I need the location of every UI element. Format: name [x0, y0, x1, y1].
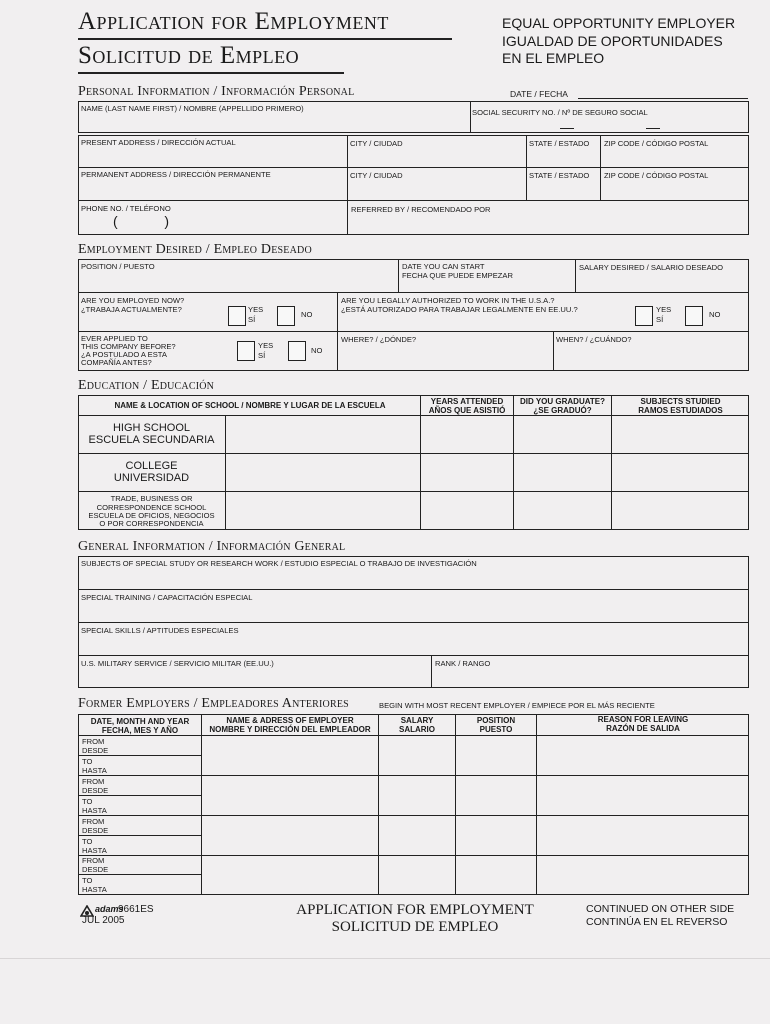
- applied-label-2: THIS COMPANY BEFORE?: [81, 342, 176, 351]
- applied-yes-label: YES: [258, 341, 274, 350]
- fe-r4-from-1: FROM: [82, 856, 105, 865]
- military-label: U.S. MILITARY SERVICE / SERVICIO MILITAR (EE.UU.): [81, 659, 274, 668]
- ssn-label: SOCIAL SECURITY NO. / Nº DE SEGURO SOCIAL: [472, 108, 648, 117]
- form-title-es: Solicitud de Empleo: [78, 42, 300, 69]
- start-date-label-1: DATE YOU CAN START: [402, 262, 485, 271]
- ssn-field[interactable]: [470, 101, 749, 133]
- present-zip-label: ZIP CODE / CÓDIGO POSTAL: [604, 139, 709, 148]
- ssn-dash-2: [646, 128, 660, 129]
- edu-row-rule-1: [78, 453, 749, 454]
- fe-vline-1: [201, 714, 202, 895]
- edu-vline-1: [420, 395, 421, 530]
- referred-label: REFERRED BY / RECOMENDADO POR: [351, 205, 491, 214]
- date-line[interactable]: [578, 98, 748, 99]
- eeo-line-1: EQUAL OPPORTUNITY EMPLOYER: [502, 15, 736, 31]
- edu-col-years-2: AÑOS QUE ASISTIÓ: [428, 406, 506, 415]
- footer-brand: adams: [95, 904, 124, 914]
- edu-col-years-1: YEARS ATTENDED: [430, 397, 504, 406]
- footer-continued-en: CONTINUED ON OTHER SIDE: [586, 903, 735, 915]
- rank-label: RANK / RANGO: [435, 659, 491, 668]
- former-employers-table: [78, 714, 749, 895]
- special-study-label: SUBJECTS OF SPECIAL STUDY OR RESEARCH WORK / ESTUDIO ESPECIAL O TRABAJO DE INVESTIGACIÓN: [81, 559, 477, 568]
- fe-col-salary-1: SALARY: [400, 716, 434, 725]
- present-address-label: PRESENT ADDRESS / DIRECCIÓN ACTUAL: [81, 138, 236, 147]
- ssn-dash-1: [560, 128, 574, 129]
- fe-col-position-1: POSITION: [476, 716, 516, 725]
- fe-r3-from-2: DESDE: [82, 826, 109, 835]
- fe-col-position-2: PUESTO: [479, 725, 513, 734]
- fe-vline-2: [378, 714, 379, 895]
- fe-r3-to-2: HASTA: [82, 846, 107, 855]
- fe-col-reason-2: RAZÓN DE SALIDA: [606, 724, 680, 733]
- permanent-address-label: PERMANENT ADDRESS / DIRECCIÓN PERMANENTE: [81, 170, 271, 179]
- employed-no-checkbox[interactable]: [277, 306, 295, 326]
- phone-label: PHONE NO. / TELÉFONO: [81, 204, 171, 213]
- fe-header-rule: [78, 735, 749, 736]
- edu-trade-label-3: ESCUELA DE OFICIOS, NEGOCIOS: [88, 511, 215, 520]
- edu-hs-label-2: ESCUELA SECUNDARIA: [88, 434, 215, 446]
- edu-header-rule: [78, 415, 749, 416]
- fe-r4-to-1: TO: [82, 876, 93, 885]
- former-note: BEGIN WITH MOST RECENT EMPLOYER / EMPIECE POR EL MÁS RECIENTE: [379, 701, 655, 710]
- eeo-line-3: EN EL EMPLEO: [502, 50, 605, 66]
- fe-row-rule-1: [78, 775, 749, 776]
- applied-no-label: NO: [311, 346, 323, 355]
- form-title-en: Application for Employment: [78, 8, 389, 35]
- present-city-label: CITY / CIUDAD: [350, 139, 403, 148]
- start-date-label-2: FECHA QUE PUEDE EMPEZAR: [402, 271, 513, 280]
- employed-now-label-2: ¿TRABAJA ACTUALMENTE?: [81, 305, 182, 314]
- edu-col-subjects-2: RAMOS ESTUDIADOS: [638, 406, 723, 415]
- edu-vline-2: [513, 395, 514, 530]
- edu-trade-label-1: TRADE, BUSINESS OR: [110, 494, 193, 503]
- fe-col-name-2: NOMBRE Y DIRECCIÓN DEL EMPLEADOR: [209, 725, 371, 734]
- authorized-label-2: ¿ESTÁ AUTORIZADO PARA TRABAJAR LEGALMENTE EN EE.UU.?: [341, 305, 578, 314]
- former-heading: Former Employers / Empleadores Anteriores: [78, 696, 349, 711]
- name-label: NAME (LAST NAME FIRST) / NOMBRE (APPELLIDO PRIMERO): [81, 104, 304, 113]
- employed-si-label: SÍ: [248, 315, 256, 324]
- special-skills-label: SPECIAL SKILLS / APTITUDES ESPECIALES: [81, 626, 239, 635]
- fe-r4-to-2: HASTA: [82, 885, 107, 894]
- employed-yes-label: YES: [248, 305, 264, 314]
- title-rule: [78, 38, 452, 40]
- permanent-state-label: STATE / ESTADO: [529, 171, 590, 180]
- authorized-yes-label: YES: [656, 305, 672, 314]
- fe-r3-to-1: TO: [82, 837, 93, 846]
- fe-col-name-1: NAME & ADRESS OF EMPLOYER: [226, 716, 354, 725]
- when-label: WHEN? / ¿CUÁNDO?: [556, 335, 632, 344]
- page-bottom-fold: [0, 958, 770, 959]
- employed-now-label-1: ARE YOU EMPLOYED NOW?: [81, 296, 185, 305]
- fe-vline-3: [455, 714, 456, 895]
- where-label: WHERE? / ¿DÓNDE?: [341, 335, 417, 344]
- footer-title-en: APPLICATION FOR EMPLOYMENT: [296, 902, 534, 918]
- employment-heading: Employment Desired / Empleo Deseado: [78, 242, 312, 257]
- edu-col-grad-1: DID YOU GRADUATE?: [519, 397, 606, 406]
- authorized-si-label: SÍ: [656, 315, 664, 324]
- footer-continued-es: CONTINÚA EN EL REVERSO: [586, 916, 728, 928]
- employed-no-label: NO: [301, 310, 313, 319]
- fe-r1-from-2: DESDE: [82, 746, 109, 755]
- applied-no-checkbox[interactable]: [288, 341, 306, 361]
- footer-title-es: SOLICITUD DE EMPLEO: [331, 919, 499, 935]
- edu-vline-school: [225, 416, 226, 530]
- edu-trade-label-2: CORRESPONDENCE SCHOOL: [96, 503, 207, 512]
- position-label: POSITION / PUESTO: [81, 262, 155, 271]
- eeo-line-2: IGUALDAD DE OPORTUNIDADES: [502, 33, 723, 49]
- fe-r3-from-1: FROM: [82, 817, 105, 826]
- footer-date: JUL 2005: [82, 915, 125, 926]
- permanent-zip-label: ZIP CODE / CÓDIGO POSTAL: [604, 171, 709, 180]
- fe-r2-to-1: TO: [82, 797, 93, 806]
- edu-college-label-1: COLLEGE: [125, 460, 178, 472]
- permanent-city-label: CITY / CIUDAD: [350, 171, 403, 180]
- present-state-label: STATE / ESTADO: [529, 139, 590, 148]
- fe-vline-4: [536, 714, 537, 895]
- edu-college-label-2: UNIVERSIDAD: [113, 472, 190, 484]
- fe-row-rule-2: [78, 815, 749, 816]
- authorized-yes-checkbox[interactable]: [635, 306, 653, 326]
- fe-r2-from-2: DESDE: [82, 786, 109, 795]
- authorized-no-checkbox[interactable]: [685, 306, 703, 326]
- fe-col-date-2: FECHA, MES Y AÑO: [101, 726, 179, 735]
- phone-area-code: ( ): [113, 213, 169, 229]
- authorized-no-label: NO: [709, 310, 721, 319]
- fe-col-date-1: DATE, MONTH AND YEAR: [90, 717, 190, 726]
- fe-r1-to-1: TO: [82, 757, 93, 766]
- general-heading: General Information / Información General: [78, 539, 346, 554]
- edu-row-rule-2: [78, 491, 749, 492]
- applied-si-label: SÍ: [258, 351, 266, 360]
- footer-form-no: 9661ES: [118, 904, 154, 915]
- authorized-label-1: ARE YOU LEGALLY AUTHORIZED TO WORK IN THE U.S.A.?: [341, 296, 555, 305]
- edu-col-grad-2: ¿SE GRADUÓ?: [533, 406, 592, 415]
- applied-label-3: ¿A POSTULADO A ESTA: [81, 350, 167, 359]
- salary-desired-label: SALARY DESIRED / SALARIO DESEADO: [579, 263, 724, 272]
- edu-hs-label-1: HIGH SCHOOL: [112, 422, 190, 434]
- fe-r1-to-2: HASTA: [82, 766, 107, 775]
- employed-yes-checkbox[interactable]: [228, 306, 246, 326]
- fe-r2-from-1: FROM: [82, 777, 105, 786]
- education-heading: Education / Educación: [78, 378, 215, 393]
- edu-vline-3: [611, 395, 612, 530]
- fe-col-reason-1: REASON FOR LEAVING: [597, 715, 689, 724]
- title-rule-2: [78, 72, 344, 74]
- edu-trade-label-4: O POR CORRESPONDENCIA: [99, 519, 204, 528]
- applied-yes-checkbox[interactable]: [237, 341, 255, 361]
- fe-r2-to-2: HASTA: [82, 806, 107, 815]
- fe-r4-from-2: DESDE: [82, 865, 109, 874]
- date-label: DATE / FECHA: [510, 89, 568, 99]
- applied-label-1: EVER APPLIED TO: [81, 334, 148, 343]
- edu-col-subjects-1: SUBJECTS STUDIED: [640, 397, 721, 406]
- edu-col-school: NAME & LOCATION OF SCHOOL / NOMBRE Y LUGAR DE LA ESCUELA: [114, 401, 386, 410]
- fe-col-salary-2: SALARIO: [399, 725, 435, 734]
- applied-label-4: COMPAÑÍA ANTES?: [81, 358, 152, 367]
- fe-r1-from-1: FROM: [82, 737, 105, 746]
- fe-row-rule-3: [78, 855, 749, 856]
- special-training-label: SPECIAL TRAINING / CAPACITACIÓN ESPECIAL: [81, 593, 253, 602]
- personal-heading: Personal Information / Información Personal: [78, 84, 355, 99]
